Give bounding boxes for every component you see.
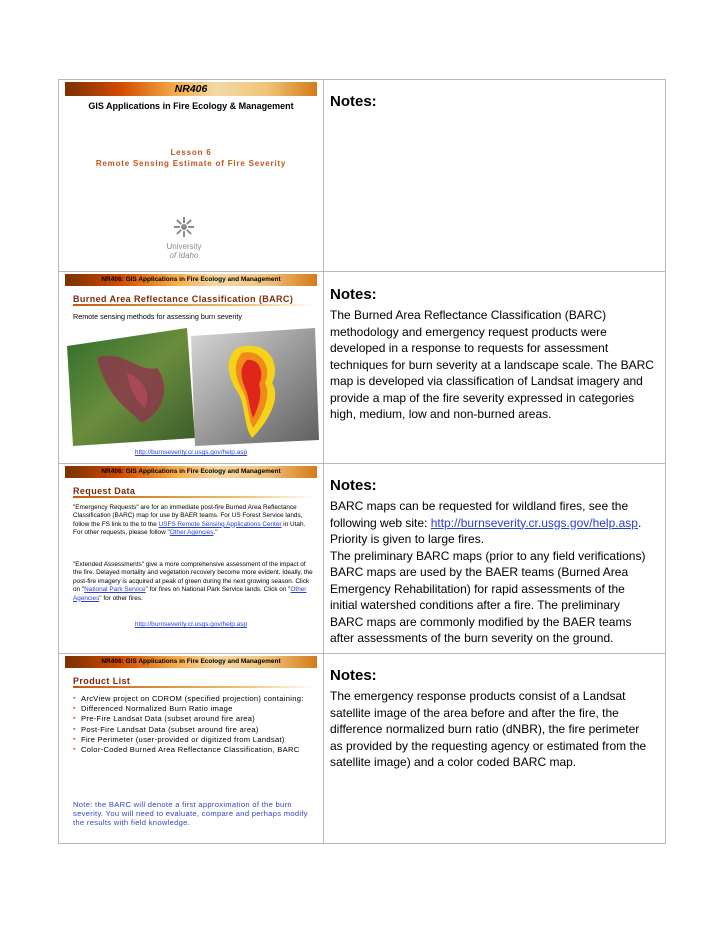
notes-label: Notes: (330, 93, 377, 110)
handout-row-3 (59, 464, 665, 654)
source-url-link[interactable]: http://burnseverity.cr.usgs.gov/help.asp (134, 449, 248, 456)
handout-row-4 (59, 654, 665, 843)
national-park-service-link[interactable]: National Park Service (84, 586, 146, 594)
source-url-link[interactable]: http://burnseverity.cr.usgs.gov/help.asp (134, 621, 248, 628)
logo-emblem-icon (173, 216, 195, 238)
notes-text-part: . Priority is given to large fires. (330, 515, 642, 546)
notes-text: The emergency response products consist of a Landsat satellite image of the area before and after the fire, the difference normalized burn ratio (dNBR), the fire perimeter as provided by the requesting agency or estimated from the satellite image) and a color coded BARC map. (330, 689, 647, 769)
notes-panel-2 (324, 272, 665, 463)
lesson-number: Lesson 6 (170, 148, 212, 157)
slide-title: Request Data (73, 486, 136, 496)
notes-panel-1 (324, 80, 665, 271)
paragraph-text: "Emergency Requests" are for an immediate post-fire Burned Area Reflectance Classification (BARC) map for use by BAER teams. For US Forest Service lands, follow the FS link to the to the (73, 504, 303, 528)
paragraph-text: " for fires on National Park Service lands. Click on " (145, 586, 291, 594)
product-list (73, 694, 317, 755)
handout-row-2 (59, 272, 665, 464)
paragraph-text: " for other fires. (99, 594, 143, 602)
usfs-rsac-link[interactable]: USFS Remote Sensing Applications Center (158, 520, 282, 528)
notes-text-part: BARC maps can be requested for wildland fires, see the following web site: (330, 499, 629, 530)
barc-approximation-note: Note: the BARC will denote a first approximation of the burn severity. You will need to evaluate, compare and perhaps modify the results with field knowledge. (73, 800, 308, 828)
lesson-title: Remote Sensing Estimate of Fire Severity (95, 159, 287, 168)
university-logo (164, 216, 204, 260)
slide-title: Product List (73, 676, 131, 686)
slide-banner: NR406 (65, 82, 317, 96)
notes-text (330, 498, 655, 647)
list-item: ▪ Differenced Normalized Burn Ratio image (73, 704, 317, 713)
notes-label: Notes: (330, 286, 377, 303)
paragraph-text: ." (213, 529, 218, 537)
course-title: GIS Applications in Fire Ecology & Management (88, 101, 294, 111)
list-item: ▪ Pre-Fire Landsat Data (subset around fire area) (73, 714, 317, 723)
slide-title: Burned Area Reflectance Classification (BARC) (73, 294, 294, 304)
slide-4 (59, 654, 324, 843)
logo-line-1: University (166, 242, 202, 251)
notes-text: The Burned Area Reflectance Classification (BARC) methodology and emergency request products were developed in a response to requests for assessment techniques for burn severity at a landscape scale. The BARC map is developed via classification of Landsat imagery and provide a map of the fire severity expressed in categories high, medium, low and non-burned areas. (330, 308, 654, 421)
title-underline (73, 686, 315, 688)
notes-panel-4 (324, 654, 665, 843)
notes-panel-3 (324, 464, 665, 653)
handout-row-1 (59, 80, 665, 272)
paragraph-text: "Extended Assessments" give a more comprehensive assessment of the impact of the fire. Delayed mortality and vegetation recovery become more evident. Ideally, the post-fire imagery is acquired at peak of green during the next growing season. Click on " (73, 561, 313, 594)
other-agencies-link[interactable]: Other Agencies (169, 529, 214, 537)
notes-label: Notes: (330, 477, 377, 494)
slide-1 (59, 80, 324, 271)
handout-grid (58, 79, 666, 844)
slide-3 (59, 464, 324, 653)
slide-subtitle: Remote sensing methods for assessing burn severity (73, 312, 242, 321)
slide-2 (59, 272, 324, 463)
notes-text-part: The preliminary BARC maps (prior to any field verifications) BARC maps are used by the BAER teams (Burned Area Emergency Rehabilitation) for rapid assessments of the initial watershed conditions after a fire. The preliminary BARC maps are commonly modified by the BAER teams after assessments of the burn severity on the ground. (330, 548, 646, 645)
emergency-requests-paragraph (73, 504, 315, 538)
extended-assessments-paragraph (73, 561, 315, 603)
list-item: ▪ Color-Coded Burned Area Reflectance Classification, BARC (73, 745, 317, 754)
paragraph-text: in Utah. For other requests, please follow " (73, 520, 306, 537)
notes-label: Notes: (330, 667, 377, 684)
list-item: ▪ Fire Perimeter (user-provided or digitized from Landsat) (73, 735, 317, 744)
slide-banner: NR406: GIS Applications in Fire Ecology and Management (65, 656, 317, 668)
title-underline (73, 496, 315, 498)
list-item: ▪ ArcView project on CDROM (specified projection) containing: (73, 694, 317, 703)
logo-line-2: of Idaho (169, 251, 199, 260)
slide-banner: NR406: GIS Applications in Fire Ecology and Management (65, 274, 317, 286)
slide-banner: NR406: GIS Applications in Fire Ecology and Management (65, 466, 317, 478)
title-underline (73, 304, 315, 306)
burn-severity-imagery (67, 328, 319, 446)
burnseverity-help-link[interactable]: http://burnseverity.cr.usgs.gov/help.asp (430, 515, 638, 530)
other-agencies-link[interactable]: Other Agencies (73, 586, 307, 602)
list-item: ▪ Post-Fire Landsat Data (subset around fire area) (73, 725, 317, 734)
